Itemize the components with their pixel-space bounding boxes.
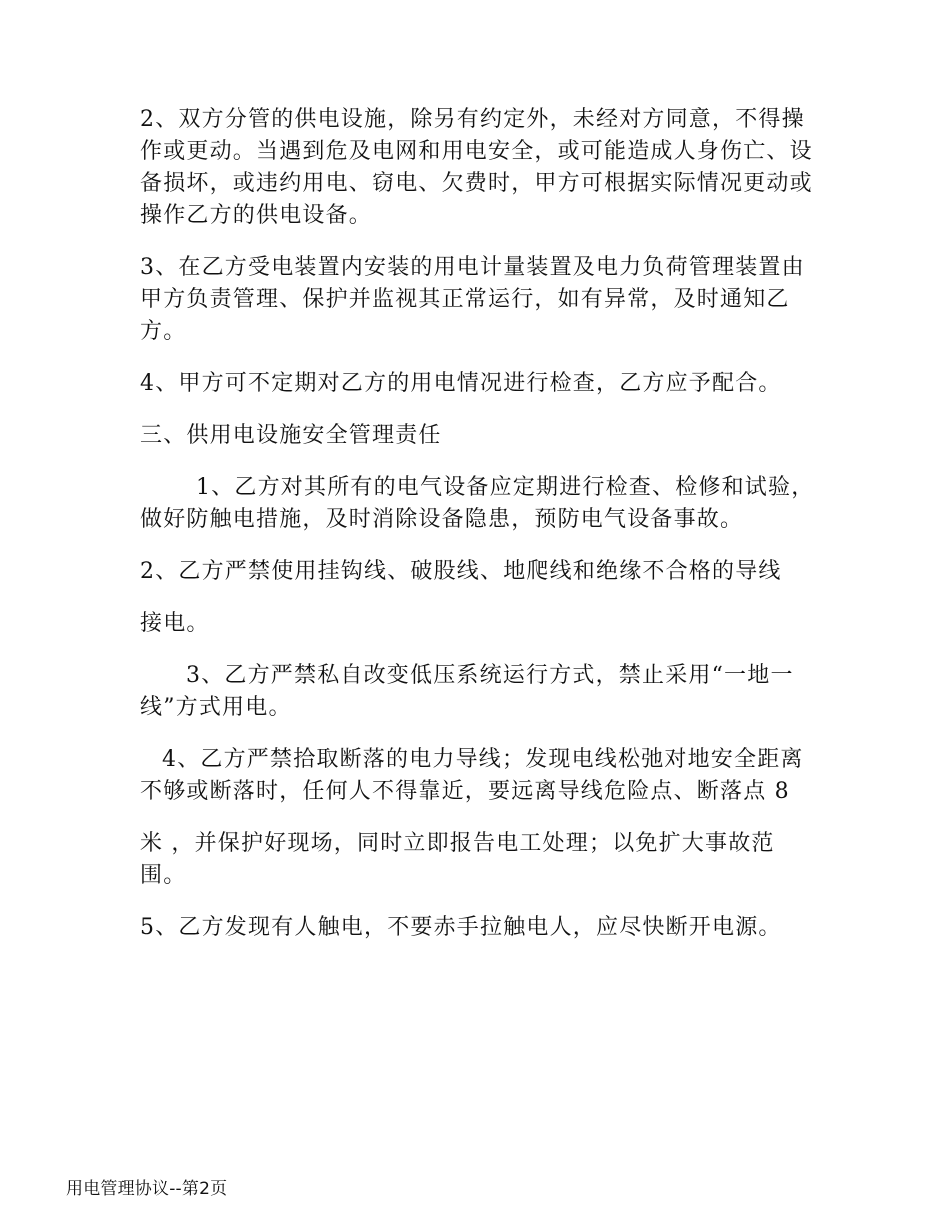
safety-item-4-continued: 米 ，并保护好现场，同时立即报告电工处理；以免扩大事故范围。 [140, 831, 775, 888]
safety-item-2: 2、乙方严禁使用挂钩线、破股线、地爬线和绝缘不合格的导线 [140, 559, 782, 584]
safety-item-1: 1、乙方对其所有的电气设备应定期进行检查、检修和试验，做好防触电措施，及时消除设备隐患，预防电气设备事故。 [140, 475, 815, 532]
document-body [140, 104, 820, 964]
section-heading-3: 三、供用电设施安全管理责任 [140, 423, 442, 448]
safety-item-4: 4、乙方严禁拾取断落的电力导线；发现电线松弛对地安全距离不够或断落时，任何人不得靠近，要远离导线危险点、断落点 8 [140, 747, 804, 804]
safety-item-3: 3、乙方严禁私自改变低压系统运行方式，禁止采用“一地一线”方式用电。 [140, 663, 794, 720]
safety-item-2-continued: 接电。 [140, 611, 210, 636]
paragraph-2: 2、双方分管的供电设施，除另有约定外，未经对方同意，不得操作或更动。当遇到危及电网和用电安全，或可能造成人身伤亡、设备损坏，或违约用电、窃电、欠费时，甲方可根据实际情况更动或操作乙方的供电设备。 [140, 107, 813, 228]
paragraph-4: 4、甲方可不定期对乙方的用电情况进行检查，乙方应予配合。 [140, 371, 782, 396]
safety-item-5: 5、乙方发现有人触电，不要赤手拉触电人，应尽快断开电源。 [140, 915, 782, 940]
page-footer: 用电管理协议--第2页 [66, 1179, 228, 1199]
paragraph-3: 3、在乙方受电装置内安装的用电计量装置及电力负荷管理装置由甲方负责管理、保护并监视其正常运行，如有异常，及时通知乙方。 [140, 255, 805, 344]
